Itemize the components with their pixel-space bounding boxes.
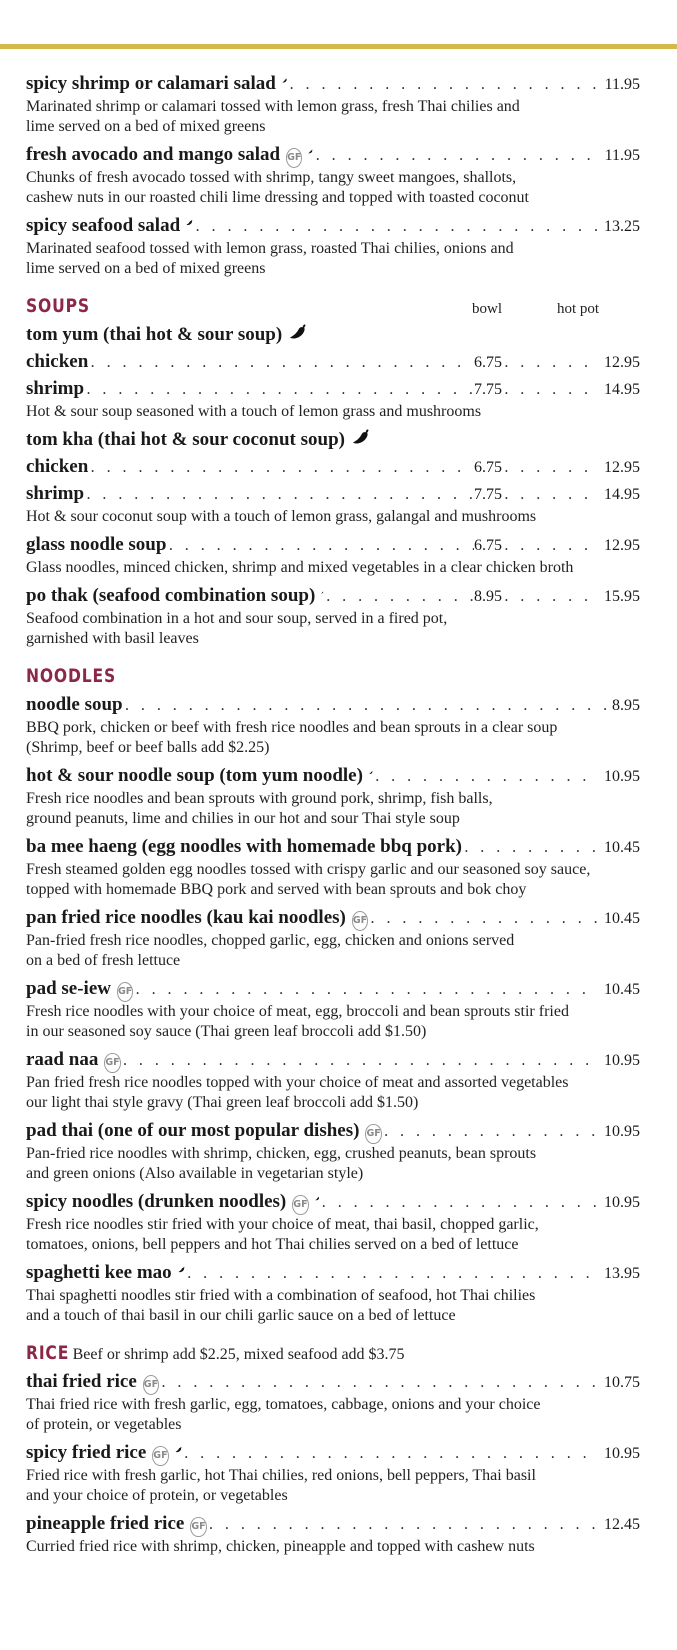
section-title-noodles: NOODLES (26, 665, 116, 687)
leader-dots (289, 71, 598, 98)
rice-list (26, 1368, 640, 1557)
item-description: Pan-fried fresh rice noodles, chopped garlic, egg, chicken and onions served on a bed of fresh lettuce (26, 932, 515, 969)
item-description: Hot & sour soup seasoned with a touch of lemon grass and mushrooms (26, 403, 482, 420)
menu-content (26, 70, 640, 1561)
item-price: 12.45 (604, 1516, 640, 1533)
gluten-free-badge: GF (143, 1375, 159, 1395)
item-name: spicy shrimp or calamari salad (26, 73, 276, 94)
noodle-list (26, 691, 640, 1326)
item-name: spicy noodles (drunken noodles) (26, 1191, 287, 1212)
chili-pepper-icon (288, 323, 308, 340)
gluten-free-badge: GF (352, 911, 368, 931)
hot-pot-price: 14.95 (604, 486, 640, 503)
soup-group-name: tom yum (thai hot & sour soup) (26, 324, 283, 345)
chili-pepper-icon (178, 1261, 185, 1278)
item-name: chicken (26, 456, 89, 477)
item-name: thai fried rice (26, 1371, 137, 1392)
item-name: pad se-iew (26, 978, 111, 999)
item-description: Fried rice with fresh garlic, hot Thai chilies, red onions, bell peppers, Thai basil and your choice of protein, or vegetables (26, 1467, 536, 1504)
gluten-free-badge: GF (286, 148, 302, 168)
item-price: 10.95 (604, 1445, 640, 1462)
leader-dots (161, 1369, 598, 1396)
item-name: po thak (seafood combination soup) (26, 585, 316, 606)
item-name: spicy fried rice (26, 1442, 147, 1463)
leader-dots (504, 532, 598, 559)
item-description: Pan fried fresh rice noodles topped with your choice of meat and assorted vegetables our light thai style gravy (Thai green leaf broccoli add $1.50) (26, 1074, 569, 1111)
leader-dots (504, 349, 598, 376)
leader-dots (315, 142, 598, 169)
menu-item (26, 141, 640, 208)
leader-dots (375, 763, 598, 790)
column-header-hot-pot: hot pot (557, 301, 600, 317)
leader-dots (209, 1511, 598, 1538)
item-name: chicken (26, 351, 89, 372)
soups-section (26, 291, 640, 649)
item-description: Thai fried rice with fresh garlic, egg, tomatoes, cabbage, onions and your choice of protein, or vegetables (26, 1396, 541, 1433)
section-title-rice: RICE (26, 1342, 70, 1364)
hot-pot-price: 15.95 (604, 588, 640, 605)
chili-pepper-icon (186, 214, 193, 231)
gluten-free-badge: GF (292, 1195, 308, 1215)
menu-item (26, 1117, 640, 1184)
gluten-free-badge: GF (104, 1053, 120, 1073)
leader-dots (168, 532, 474, 559)
leader-dots (125, 692, 606, 719)
leader-dots (384, 1118, 598, 1145)
item-description: BBQ pork, chicken or beef with fresh rice noodles and bean sprouts in a clear soup (Shrimp, beef or beef balls add $2.25) (26, 719, 558, 756)
item-name: shrimp (26, 378, 85, 399)
leader-dots (504, 583, 598, 610)
bowl-price: 6.75 (474, 537, 502, 554)
leader-dots (184, 1440, 598, 1467)
menu-item (26, 1368, 640, 1435)
menu-item (26, 691, 640, 758)
item-price: 10.95 (604, 1123, 640, 1140)
hot-pot-price: 12.95 (604, 354, 640, 371)
item-price: 8.95 (612, 697, 640, 714)
item-name: raad naa (26, 1049, 99, 1070)
menu-item (26, 1439, 640, 1506)
bowl-price: 7.75 (474, 381, 502, 398)
bowl-price: 7.75 (474, 486, 502, 503)
menu-item (26, 212, 640, 279)
hot-pot-price: 12.95 (604, 537, 640, 554)
section-title-soups: SOUPS (26, 295, 90, 317)
leader-dots (187, 1260, 598, 1287)
item-description: Fresh rice noodles with your choice of meat, egg, broccoli and bean sprouts stir fried in our seasoned soy sauce (Thai green leaf broccoli add $1.50) (26, 1003, 569, 1040)
item-price: 10.45 (604, 910, 640, 927)
leader-dots (90, 454, 474, 481)
menu-item (26, 1046, 640, 1113)
item-price: 10.45 (604, 839, 640, 856)
chili-pepper-icon (308, 143, 313, 160)
item-name: hot & sour noodle soup (tom yum noodle) (26, 765, 363, 786)
item-description: Chunks of fresh avocado tossed with shrimp, tangy sweet mangoes, shallots, cashew nuts in our roasted chili lime dressing and topped with toasted coconut (26, 169, 529, 206)
item-description: Fresh steamed golden egg noodles tossed with crispy garlic and our seasoned soy sauce, topped with homemade BBQ pork and served with bean sprouts and bok choy (26, 861, 591, 898)
leader-dots (195, 213, 598, 240)
item-price: 11.95 (604, 76, 640, 93)
leader-dots (370, 905, 598, 932)
bowl-price: 8.95 (474, 588, 502, 605)
item-price: 13.25 (604, 218, 640, 235)
item-price: 10.45 (604, 981, 640, 998)
rice-section (26, 1338, 640, 1557)
menu-item (26, 904, 640, 971)
leader-dots (504, 376, 598, 403)
item-price: 10.95 (604, 1052, 640, 1069)
chili-pepper-icon (282, 72, 287, 89)
item-description: Hot & sour coconut soup with a touch of lemon grass, galangal and mushrooms (26, 508, 537, 525)
item-name: spicy seafood salad (26, 215, 181, 236)
item-name: pan fried rice noodles (kau kai noodles) (26, 907, 346, 928)
item-price: 10.95 (604, 1194, 640, 1211)
section-note: Beef or shrimp add $2.25, mixed seafood add $3.75 (72, 1346, 405, 1363)
menu-item (26, 1188, 640, 1255)
menu-item (26, 1510, 640, 1557)
soup-group-name: tom kha (thai hot & sour coconut soup) (26, 429, 345, 450)
item-description: Glass noodles, minced chicken, shrimp and mixed vegetables in a clear chicken broth (26, 559, 574, 576)
noodles-section (26, 661, 640, 1326)
leader-dots (90, 349, 474, 376)
hot-pot-price: 12.95 (604, 459, 640, 476)
accent-divider (0, 44, 677, 49)
chili-pepper-icon (175, 1441, 182, 1458)
bowl-price: 6.75 (474, 459, 502, 476)
item-description: Thai spaghetti noodles stir fried with a combination of seafood, hot Thai chilies and a touch of thai basil in our chili garlic sauce on a bed of lettuce (26, 1287, 536, 1324)
item-price: 10.75 (604, 1374, 640, 1391)
item-description: Marinated seafood tossed with lemon grass, roasted Thai chilies, onions and lime served on a bed of mixed greens (26, 240, 514, 277)
gluten-free-badge: GF (152, 1446, 168, 1466)
gluten-free-badge: GF (117, 982, 133, 1002)
menu-item (26, 975, 640, 1042)
item-name: glass noodle soup (26, 534, 167, 555)
leader-dots (464, 834, 598, 861)
item-price: 13.95 (604, 1265, 640, 1282)
leader-dots (123, 1047, 598, 1074)
item-description: Fresh rice noodles stir fried with your choice of meat, thai basil, chopped garlic, tomatoes, onions, bell peppers and hot Thai chilies served on a bed of lettuce (26, 1216, 539, 1253)
menu-item (26, 1259, 640, 1326)
menu-item (26, 833, 640, 900)
item-description: Pan-fried rice noodles with shrimp, chicken, egg, crushed peanuts, bean sprouts and green onions (Also available in vegetarian style) (26, 1145, 537, 1182)
item-name: fresh avocado and mango salad (26, 144, 281, 165)
leader-dots (504, 454, 598, 481)
gluten-free-badge: GF (365, 1124, 381, 1144)
item-name: pineapple fried rice (26, 1513, 185, 1534)
item-name: shrimp (26, 483, 85, 504)
item-name: pad thai (one of our most popular dishes) (26, 1120, 360, 1141)
gluten-free-badge: GF (190, 1517, 206, 1537)
chili-pepper-icon (321, 584, 324, 601)
item-name: spaghetti kee mao (26, 1262, 172, 1283)
leader-dots (504, 481, 598, 508)
menu-item (26, 762, 640, 829)
item-price: 10.95 (604, 768, 640, 785)
leader-dots (321, 1189, 598, 1216)
menu-item (26, 70, 640, 137)
column-header-bowl: bowl (472, 301, 502, 317)
salads-section (26, 70, 640, 279)
chili-pepper-icon (351, 428, 371, 445)
leader-dots (86, 481, 474, 508)
chili-pepper-icon (369, 764, 373, 781)
leader-dots (326, 583, 474, 610)
bowl-price: 6.75 (474, 354, 502, 371)
item-description: Marinated shrimp or calamari tossed with lemon grass, fresh Thai chilies and lime served on a bed of mixed greens (26, 98, 520, 135)
chili-pepper-icon (315, 1190, 320, 1207)
leader-dots (86, 376, 474, 403)
item-price: 11.95 (604, 147, 640, 164)
item-description: Seafood combination in a hot and sour soup, served in a fired pot, garnished with basil leaves (26, 610, 448, 647)
item-name: noodle soup (26, 694, 123, 715)
item-description: Fresh rice noodles and bean sprouts with ground pork, shrimp, fish balls, ground peanuts, lime and chilies in our hot and sour Thai style soup (26, 790, 493, 827)
item-name: ba mee haeng (egg noodles with homemade bbq pork) (26, 836, 462, 857)
item-description: Curried fried rice with shrimp, chicken, pineapple and topped with cashew nuts (26, 1538, 535, 1555)
leader-dots (135, 976, 598, 1003)
hot-pot-price: 14.95 (604, 381, 640, 398)
page-header (0, 0, 677, 48)
